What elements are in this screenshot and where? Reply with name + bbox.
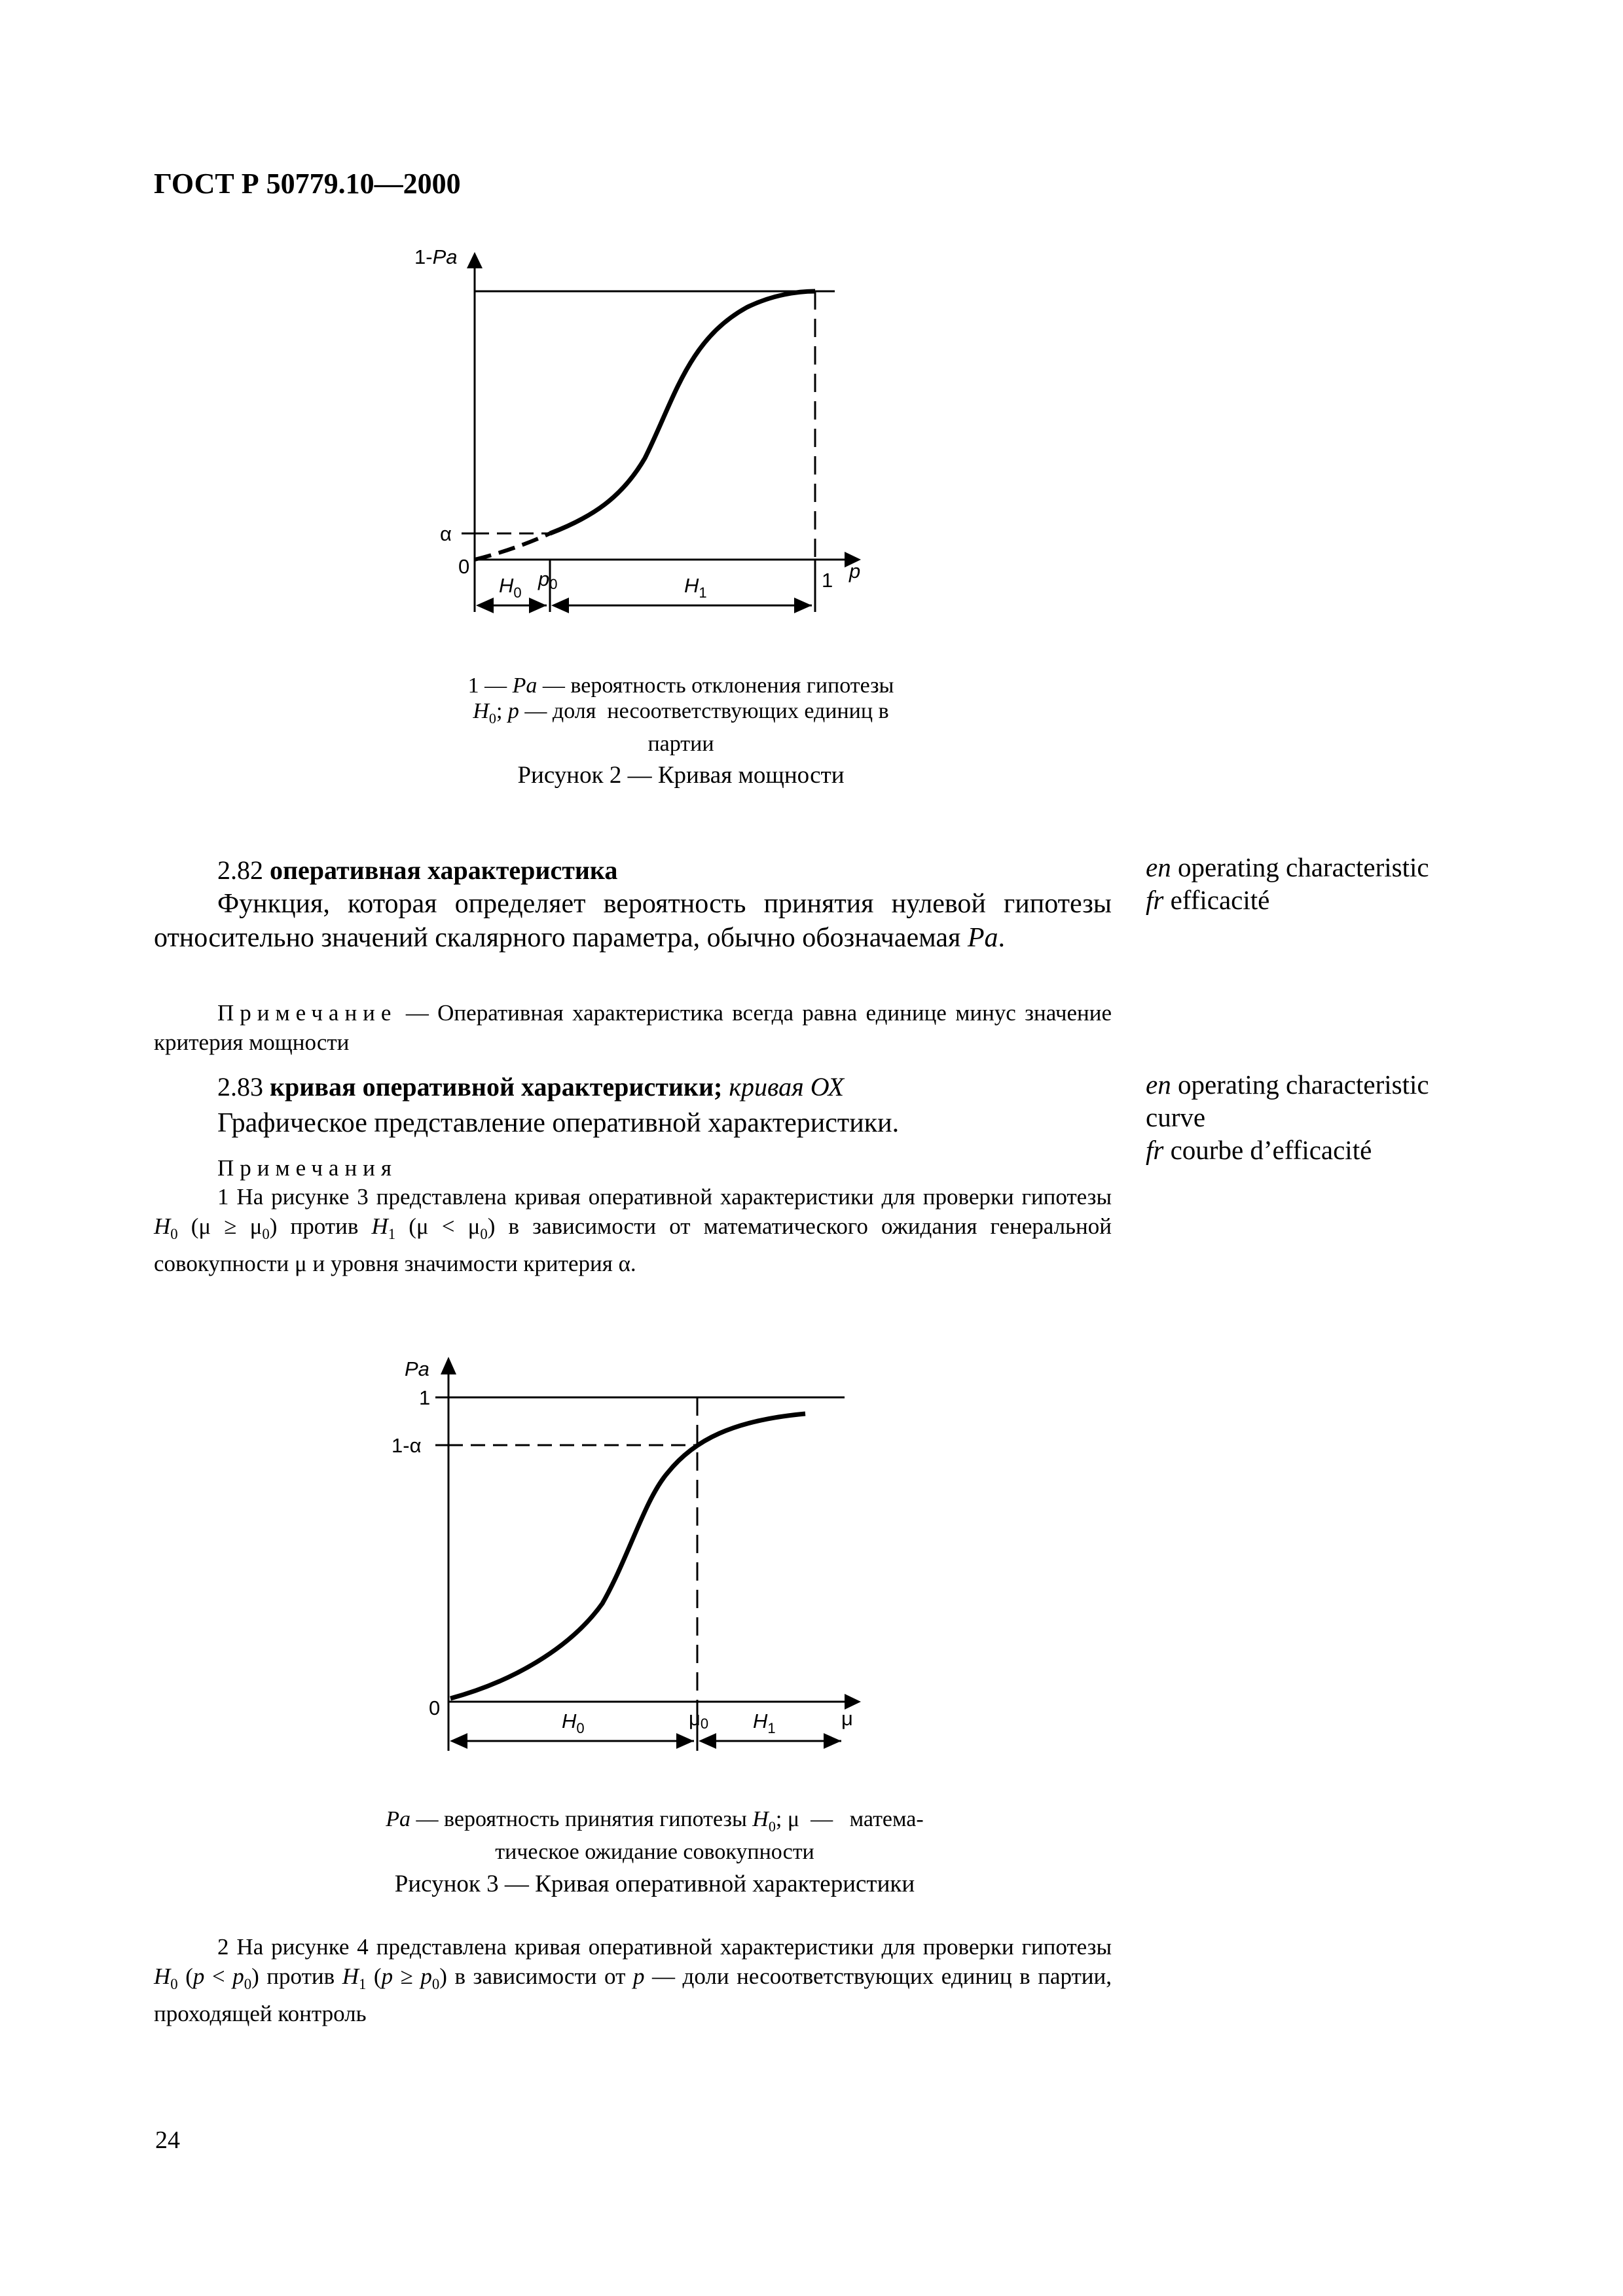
term-2-82-term: оперативная характеристика (270, 855, 618, 885)
figure-3-oc-curve (367, 1335, 890, 1754)
note-2: 2 На рисунке 4 представлена кривая оперативной характеристики для проверки гипотезы $H_0$ $(p < p_0)$ против $H_1$ $(p \ge p_0)$ в зависимости от p — доли несоответствующих единиц в партии, проходящей контроль (154, 1934, 1112, 2026)
fig2-alpha-label: α (440, 522, 452, 545)
figure-2-power-curve (367, 236, 890, 615)
fig3-y-label: Pa (405, 1357, 429, 1380)
fig2-y-label: 1-Pa (414, 245, 458, 268)
term-2-83-heading (217, 1071, 844, 1102)
fig2-one-label: 1 (822, 569, 833, 592)
term-2-82-note-label: Примечание (217, 1000, 397, 1026)
fig3-mu0-label: μ0 (689, 1707, 709, 1732)
figure-3-title: Рисунок 3 — Кривая оперативной характеристики (394, 1871, 915, 1897)
fig2-caption-line1: 1 — Pa — вероятность отклонения гипотезы (467, 673, 894, 698)
fig2-caption-line2: $H_0$; p — доля несоответствующих единиц в (473, 699, 889, 726)
term-2-82-definition: Функция, которая определяет вероятность принятия нулевой гипотезы относительно значений скалярного параметра, обычно обозначаемая Pa. (154, 889, 1112, 953)
fig2-curve (550, 291, 815, 533)
figure-2-title: Рисунок 2 — Кривая мощности (517, 762, 845, 789)
term-2-82-note (154, 998, 1112, 1057)
fig3-h1-label: $H_1$ (753, 1710, 776, 1736)
term-2-82-equivalents (1146, 851, 1512, 916)
term-2-82-heading (217, 855, 617, 886)
fig3-caption-line2: тическое ожидание совокупности (495, 1839, 814, 1864)
fig2-origin-label: 0 (458, 555, 470, 578)
page-number: 24 (155, 2126, 180, 2154)
term-2-83-note1: 1 На рисунке 3 представлена кривая оперативной характеристики для проверки гипотезы $H_0$ $(\mu \ge \mu_0)$ против $H_1$ $(\mu < \mu_0)$ в зависимости от математического ожидания генеральной совокупности μ и уровня значимости критерия α. (154, 1184, 1112, 1276)
term-2-82-en-label: en (1146, 852, 1171, 882)
fig3-caption-line1: Pa — вероятность принятия гипотезы $H_0$; μ — матема- (386, 1807, 924, 1835)
term-2-82-fr-label: fr (1146, 885, 1164, 915)
fig3-origin-label: 0 (429, 1696, 441, 1719)
term-2-82-number: 2.82 (217, 855, 263, 885)
fig2-p0-label: p0 (538, 567, 558, 592)
fig3-curve (450, 1414, 805, 1698)
fig2-x-label: p (849, 560, 861, 583)
term-2-82-fr-text: efficacité (1170, 885, 1270, 915)
fig3-h0-label: $H_0$ (562, 1710, 585, 1736)
term-2-83-synonym: кривая ОХ (729, 1072, 845, 1102)
term-2-82-note-text: — Оперативная характеристика всегда равна единице минус значение критерия мощности (154, 1000, 1112, 1055)
fig2-h0-label: $H_0$ (499, 574, 522, 601)
term-2-83-fr-text: courbe d’efficacité (1170, 1135, 1372, 1165)
fig2-h1-label: $H_1$ (684, 574, 707, 601)
term-2-83-number: 2.83 (217, 1072, 263, 1102)
term-2-83-en-text: operating characteristic (1177, 1069, 1429, 1100)
term-2-83-fr-label: fr (1146, 1135, 1164, 1165)
term-2-83-equivalents (1146, 1068, 1512, 1166)
term-2-83-en-text-line2: curve (1146, 1102, 1206, 1132)
term-2-83-term: кривая оперативной характеристики; (270, 1072, 723, 1102)
fig3-one-label: 1 (419, 1386, 431, 1409)
figure-2-caption (393, 673, 969, 757)
fig2-caption-line3: партии (647, 731, 714, 756)
fig2-curve-dashed (475, 533, 550, 560)
term-2-82-en-text: operating characteristic (1177, 852, 1429, 882)
fig3-one-minus-alpha-label: 1-α (392, 1434, 422, 1457)
fig3-x-label: μ (841, 1707, 853, 1730)
figure-3-caption (340, 1806, 969, 1865)
term-2-83-notes-label: Примечания (217, 1155, 398, 1181)
term-2-83-en-label: en (1146, 1069, 1171, 1100)
term-2-83-definition: Графическое представление оперативной характеристики. (217, 1108, 900, 1138)
document-header: ГОСТ Р 50779.10—2000 (154, 168, 461, 200)
